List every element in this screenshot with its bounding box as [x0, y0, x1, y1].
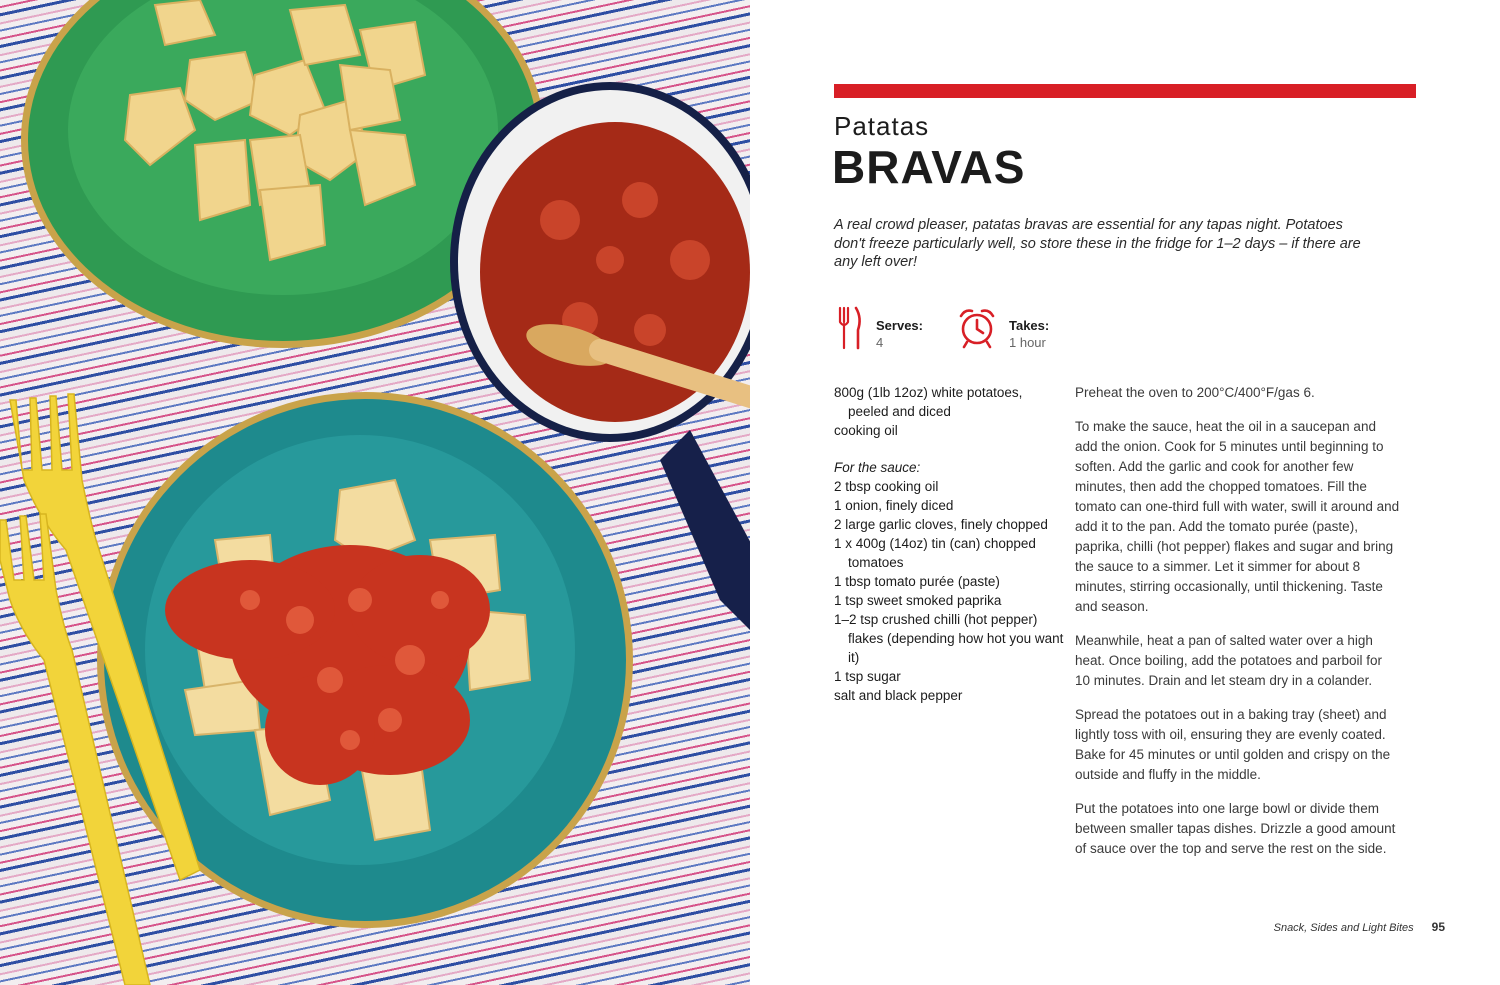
serves-value: 4	[876, 335, 884, 350]
sauce-ingredient-item: 1 tsp sweet smoked paprika	[834, 593, 1002, 608]
ingredient-item: cooking oil	[834, 423, 898, 438]
method-step: Put the potatoes into one large bowl or divide them between smaller tapas dishes. Drizzle a good amount of sauce over the top and serve the rest on the side.	[1075, 801, 1396, 856]
takes-value: 1 hour	[1009, 335, 1046, 350]
method-steps	[1075, 383, 1400, 873]
sauce-ingredient-item: 1 onion, finely diced	[834, 498, 954, 513]
sauce-ingredient-item: 1–2 tsp crushed chilli (hot pepper) flakes (depending how hot you want it)	[834, 612, 1064, 665]
page-footer	[1274, 920, 1445, 934]
takes-label: Takes:	[1009, 318, 1050, 333]
sauce-ingredient-item: salt and black pepper	[834, 688, 963, 703]
method-step: Meanwhile, heat a pan of salted water over a high heat. Once boiling, add the potatoes and parboil for 10 minutes. Drain and let steam dry in a colander.	[1075, 633, 1382, 688]
method-step: To make the sauce, heat the oil in a saucepan and add the onion. Cook for 5 minutes until beginning to soften. Add the garlic and cook for another few minutes, then add the chopped tomatoes. Fill the tomato can one-third full with water, swill it around and add it to the pan. Add the tomato purée (paste), paprika, chilli (hot pepper) flakes and sugar and bring the sauce to a simmer. Let it simmer for about 8 minutes, stirring occasionally, until thickening. Taste and season.	[1075, 419, 1400, 614]
method-step: Preheat the oven to 200°C/400°F/gas 6.	[1075, 385, 1315, 400]
recipe-title: BRAVAS	[832, 141, 1026, 193]
alarm-clock-icon	[957, 306, 997, 350]
sauce-heading: For the sauce:	[834, 460, 921, 475]
page-number: 95	[1431, 920, 1445, 934]
recipe-title-small: Patatas	[834, 111, 930, 141]
ingredient-item: 800g (1lb 12oz) white potatoes, peeled and diced	[834, 385, 1023, 419]
method-step: Spread the potatoes out in a baking tray (sheet) and lightly toss with oil, ensuring they are evenly coated. Bake for 45 minutes or until golden and crispy on the outside and fluffy in the middle.	[1075, 707, 1391, 782]
sauce-ingredient-item: 1 tsp sugar	[834, 669, 901, 684]
takes-info	[957, 306, 1049, 350]
sauce-ingredient-item: 1 x 400g (14oz) tin (can) chopped tomatoes	[834, 536, 1036, 570]
cutlery-icon	[834, 306, 864, 350]
serves-label: Serves:	[876, 318, 923, 333]
sauce-ingredient-item: 2 large garlic cloves, finely chopped	[834, 517, 1048, 532]
section-name: Snack, Sides and Light Bites	[1273, 922, 1414, 934]
sauce-ingredient-item: 2 tbsp cooking oil	[834, 479, 939, 494]
recipe-intro: A real crowd pleaser, patatas bravas are essential for any tapas night. Potatoes don't freeze particularly well, so store these in the fridge for 1–2 days – if there are any left over!	[834, 217, 1361, 270]
sauce-ingredient-item: 1 tbsp tomato purée (paste)	[834, 574, 1000, 589]
title-accent-rule	[834, 84, 1416, 98]
recipe-page	[750, 0, 1500, 985]
ingredients-list	[834, 383, 1064, 705]
serves-info	[834, 306, 923, 350]
